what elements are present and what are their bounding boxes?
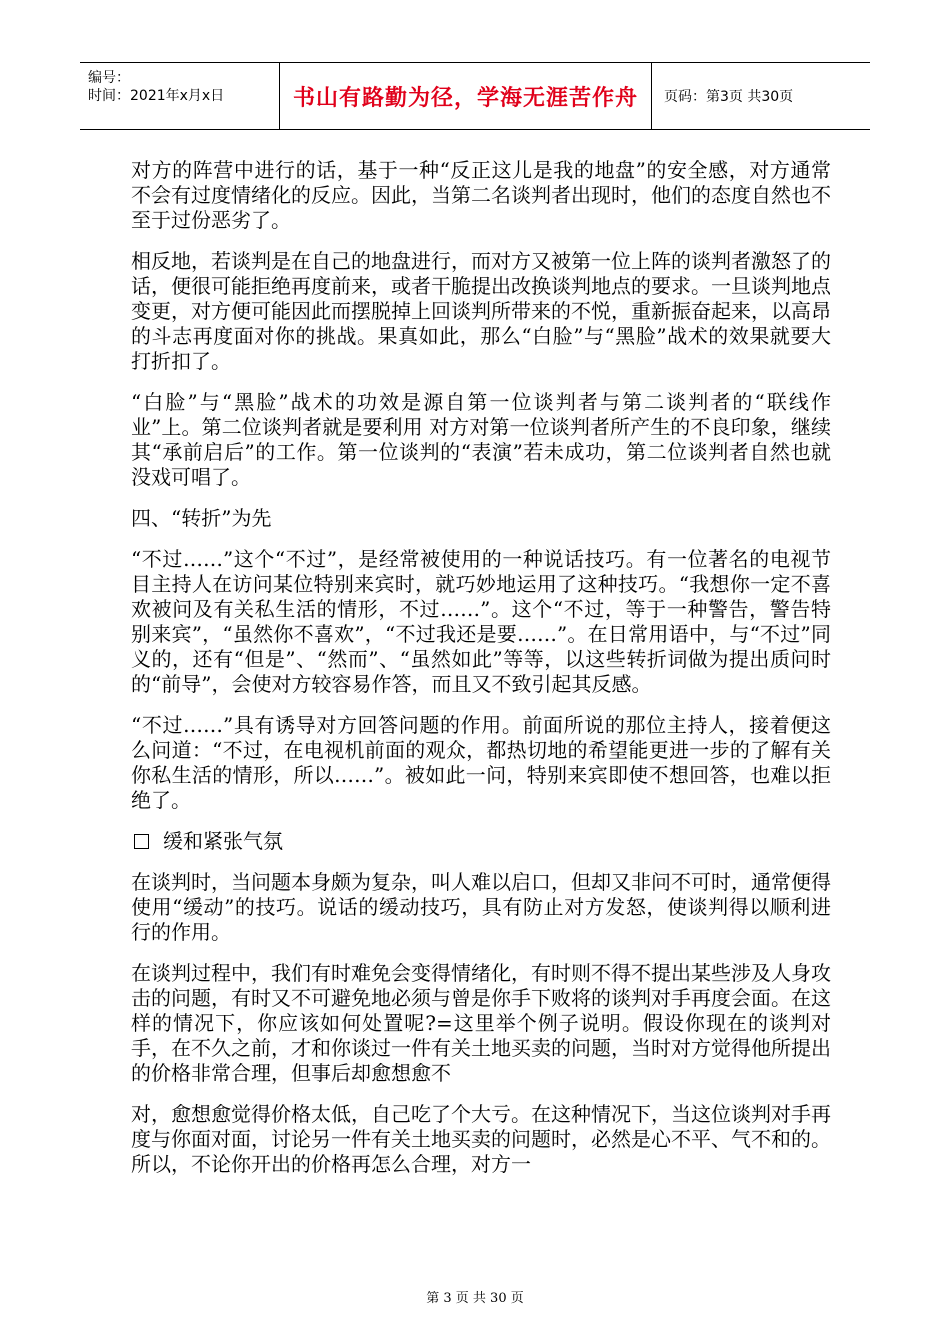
serial-number-label: 编号： [88,70,130,86]
header-page-info: 页码：第3页 共30页 [664,89,794,105]
subsection-heading [134,829,831,854]
header-meta-cell [80,63,280,129]
paragraph: “不过……”这个“不过”，是经常被使用的一种说话技巧。有一位著名的电视节目主持人在访问某位特别来宾时，就巧妙地运用了这种技巧。“我想你一定不喜欢被问及有关私生活的情形，不过……”。这个“不过，等于一种警告，警告特别来宾”，“虽然你不喜欢”，“不过我还是要……”。在日常用语中，与“不过”同义的，还有“但是”、“然而”、“虽然如此”等等，以这些转折词做为提出质问时的“前导”，会使对方较容易作答，而且又不致引起其反感。 [131,547,831,696]
paragraph: 在谈判时，当问题本身颇为复杂，叫人难以启口，但却又非问不可时，通常便得使用“缓动”的技巧。说话的缓动技巧，具有防止对方发怒，使谈判得以顺利进行的作用。 [131,870,831,944]
paragraph: 在谈判过程中，我们有时难免会变得情绪化，有时则不得不提出某些涉及人身攻击的问题，有时又不可避免地必须与曾是你手下败将的谈判对手再度会面。在这样的情况下，你应该如何处置呢?=这里举个例子说明。假设你现在的谈判对手，在不久之前，才和你谈过一件有关土地买卖的问题，当时对方觉得他所提出的价格非常合理，但事后却愈想愈不 [131,961,831,1085]
paragraph: 相反地，若谈判是在自己的地盘进行，而对方又被第一位上阵的谈判者激怒了的话，便很可能拒绝再度前来，或者干脆提出改换谈判地点的要求。一旦谈判地点变更，对方便可能因此而摆脱掉上回谈判所带来的不悦，重新振奋起来，以高昂的斗志再度面对你的挑战。果真如此，那么“白脸”与“黑脸”战术的效果就要大打折扣了。 [131,249,831,373]
paragraph: 对，愈想愈觉得价格太低，自己吃了个大亏。在这种情况下，当这位谈判对手再度与你面对面，讨论另一件有关土地买卖的问题时，必然是心不平、气不和的。所以，不论你开出的价格再怎么合理，对方一 [131,1102,831,1176]
checkbox-square-icon [134,834,149,849]
section-heading: 四、“转折”为先 [131,506,272,530]
paragraph: “白脸”与“黑脸”战术的功效是源自第一位谈判者与第二谈判者的“联线作业”上。第二位谈判者就是要利用 对方对第一位谈判者所产生的不良印象，继续其“承前启后”的工作。第一位谈判的“表演”若未成功，第二位谈判者自然也就没戏可唱了。 [131,390,831,489]
paragraph: “不过……”具有诱导对方回答问题的作用。前面所说的那位主持人，接着便这么问道：“不过，在电视机前面的观众，都热切地的希望能更进一步的了解有关你私生活的情形，所以……”。被如此一问，特别来宾即使不想回答，也难以拒绝了。 [131,713,831,812]
paragraph: 对方的阵营中进行的话，基于一种“反正这儿是我的地盘”的安全感，对方通常不会有过度情绪化的反应。因此，当第二名谈判者出现时，他们的态度自然也不至于过份恶劣了。 [131,158,831,232]
date-label: 时间：2021年x月x日 [88,88,225,104]
page-header [80,62,870,130]
subsection-heading-text: 缓和紧张气氛 [163,829,283,853]
header-motto: 书山有路勤为径，学海无涯苦作舟 [280,63,652,129]
page-footer: 第 3 页 共 30 页 [426,1291,524,1306]
document-body [131,158,831,1193]
